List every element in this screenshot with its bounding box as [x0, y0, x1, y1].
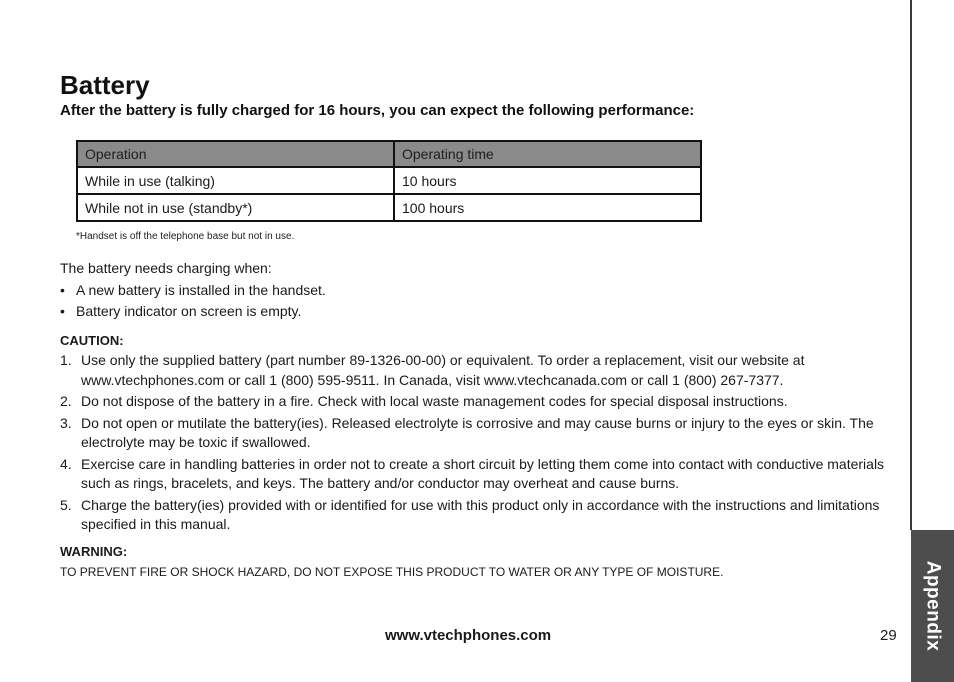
- bullet-icon: •: [60, 303, 65, 319]
- table-cell: While not in use (standby*): [77, 194, 394, 221]
- column-header-operation: Operation: [77, 141, 394, 167]
- list-number: 5.: [60, 496, 72, 513]
- appendix-tab-label: Appendix: [922, 560, 944, 652]
- table-cell: 100 hours: [394, 194, 701, 221]
- list-number: 4.: [60, 455, 72, 472]
- appendix-tab[interactable]: [911, 530, 954, 682]
- table-footnote: *Handset is off the telephone base but not in use.: [76, 231, 295, 242]
- page-number: 29: [880, 627, 897, 644]
- list-item: [60, 496, 896, 535]
- performance-table: [76, 140, 702, 222]
- page-title: Battery: [60, 70, 150, 100]
- table-row: [77, 194, 701, 221]
- list-item-text: Do not dispose of the battery in a fire. Check with local waste management codes for special disposal instructions.: [81, 393, 788, 409]
- warning-text: TO PREVENT FIRE OR SHOCK HAZARD, DO NOT EXPOSE THIS PRODUCT TO WATER OR ANY TYPE OF MOISTURE.: [60, 565, 724, 579]
- list-item: [60, 414, 896, 453]
- table-cell: 10 hours: [394, 167, 701, 194]
- charging-intro: The battery needs charging when:: [60, 260, 272, 276]
- column-header-operating-time: Operating time: [394, 141, 701, 167]
- list-number: 2.: [60, 393, 72, 409]
- list-item: [60, 455, 896, 494]
- list-number: 1.: [60, 352, 72, 368]
- list-number: 3.: [60, 414, 72, 431]
- list-item-text: Use only the supplied battery (part number 89-1326-00-00) or equivalent. To order a replacement, visit our website at www.vtechphones.com or call 1 (800) 595-9511. In Canada, visit www.vtechcanada.com or call 1 (800) 267-7377.: [81, 352, 805, 388]
- list-item-text: A new battery is installed in the handset.: [76, 282, 326, 298]
- bullet-icon: •: [60, 282, 65, 298]
- page-subtitle: After the battery is fully charged for 16 hours, you can expect the following performance:: [60, 102, 695, 119]
- list-item-text: Exercise care in handling batteries in order not to create a short circuit by letting them come into contact with conductive materials such as rings, bracelets, and keys. The battery and/or conductor may overheat and cause burns.: [81, 455, 885, 491]
- table-cell: While in use (talking): [77, 167, 394, 194]
- warning-heading: WARNING:: [60, 544, 128, 559]
- caution-heading: CAUTION:: [60, 333, 124, 348]
- sidebar-divider: [910, 0, 912, 530]
- footer-url: www.vtechphones.com: [385, 627, 552, 644]
- list-item: [60, 351, 896, 390]
- table-row: [77, 167, 701, 194]
- table-header-row: [77, 141, 701, 167]
- list-item: [60, 392, 896, 412]
- list-item-text: Do not open or mutilate the battery(ies). Released electrolyte is corrosive and may cause burns or injury to the eyes or skin. The electrolyte may be toxic if swallowed.: [81, 414, 874, 450]
- list-item-text: Charge the battery(ies) provided with or identified for use with this product only in accordance with the instructions and limitations specified in this manual.: [81, 496, 880, 532]
- caution-list: [60, 351, 896, 537]
- list-item-text: Battery indicator on screen is empty.: [76, 303, 302, 319]
